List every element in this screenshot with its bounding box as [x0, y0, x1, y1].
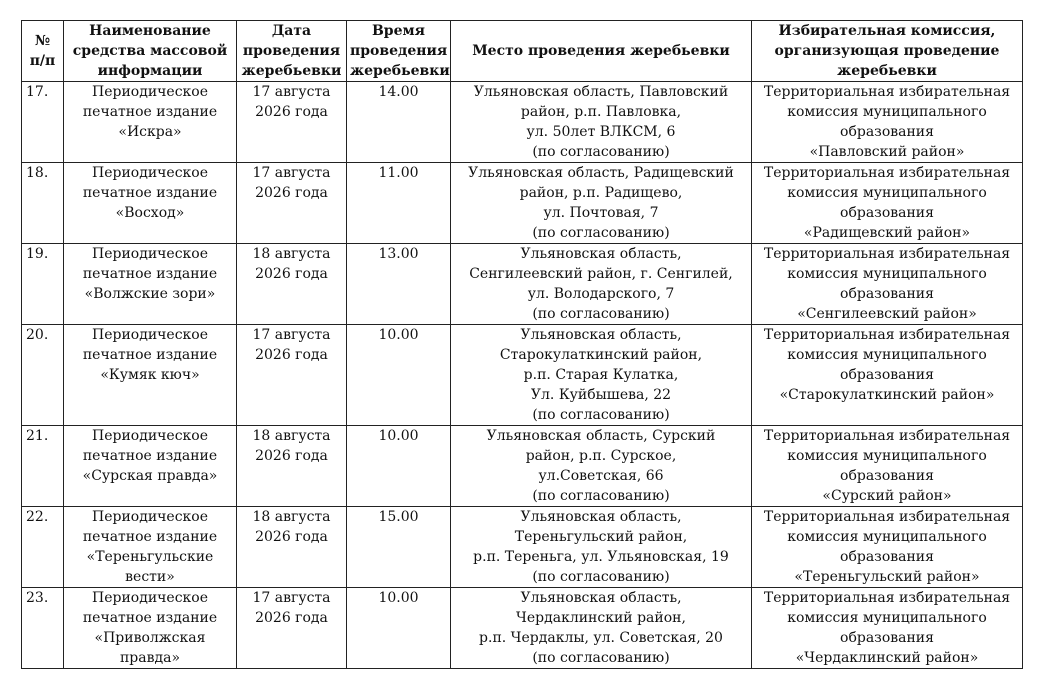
place-line: Ульяновская область, Сурский	[486, 428, 716, 444]
header-commission: Избирательная комиссия, организующая проведение жеребьевки	[752, 21, 1023, 82]
row-number	[22, 244, 64, 325]
draw-place-cell	[451, 163, 752, 244]
place-line: (по согласованию)	[532, 650, 670, 666]
place-line: Ульяновская область, Павловский	[473, 84, 729, 100]
place-line: (по согласованию)	[532, 488, 670, 504]
row-number-text: 18.	[26, 165, 49, 181]
commission-line: комиссия муниципального	[787, 448, 987, 464]
commission-line: образования	[840, 549, 934, 565]
table-row	[22, 588, 1023, 669]
name-line: Периодическое	[91, 165, 208, 181]
place-line: Ульяновская область, Радищевский	[468, 165, 734, 181]
header-num: № п/п	[22, 21, 64, 82]
commission-line: «Сенгилеевский район»	[797, 306, 977, 322]
commission-line: комиссия муниципального	[787, 610, 987, 626]
row-number-text: 20.	[26, 327, 49, 343]
media-name-cell	[64, 163, 237, 244]
row-number-text: 23.	[26, 590, 49, 606]
draw-time-cell	[347, 82, 451, 163]
commission-line: Территориальная избирательная	[763, 246, 1011, 262]
commission-line: «Радищевский район»	[803, 225, 971, 241]
date-line: 2026 года	[255, 448, 328, 464]
commission-cell	[752, 325, 1023, 426]
draw-date-cell	[237, 244, 347, 325]
time-text: 14.00	[378, 84, 419, 100]
commission-cell	[752, 426, 1023, 507]
row-number	[22, 163, 64, 244]
table-row	[22, 426, 1023, 507]
table-row	[22, 244, 1023, 325]
draw-place-cell	[451, 325, 752, 426]
name-line: печатное издание	[82, 104, 218, 120]
commission-line: комиссия муниципального	[787, 266, 987, 282]
date-line: 18 августа	[252, 428, 331, 444]
date-line: 2026 года	[255, 610, 328, 626]
media-name-cell	[64, 82, 237, 163]
place-line: р.п. Чердаклы, ул. Советская, 20	[479, 630, 723, 646]
row-number-text: 19.	[26, 246, 49, 262]
commission-cell	[752, 163, 1023, 244]
commission-line: Территориальная избирательная	[763, 84, 1011, 100]
name-line: «Тереньгульские	[86, 549, 214, 565]
place-line: район, р.п. Радищево,	[519, 185, 683, 201]
table-row	[22, 325, 1023, 426]
draw-place-cell	[451, 507, 752, 588]
commission-cell	[752, 82, 1023, 163]
commission-line: Территориальная избирательная	[763, 428, 1011, 444]
commission-cell	[752, 507, 1023, 588]
name-line: «Искра»	[118, 124, 182, 140]
commission-line: «Сурский район»	[822, 488, 952, 504]
time-text: 15.00	[378, 509, 419, 525]
name-line: правда»	[119, 650, 181, 666]
name-line: печатное издание	[82, 610, 218, 626]
row-number-text: 17.	[26, 84, 49, 100]
commission-line: образования	[840, 286, 934, 302]
date-line: 17 августа	[252, 327, 331, 343]
place-line: (по согласованию)	[532, 144, 670, 160]
date-line: 2026 года	[255, 529, 328, 545]
media-name-cell	[64, 588, 237, 669]
commission-line: Территориальная избирательная	[763, 509, 1011, 525]
commission-line: образования	[840, 367, 934, 383]
name-line: печатное издание	[82, 347, 218, 363]
time-text: 10.00	[378, 327, 419, 343]
name-line: Периодическое	[91, 509, 208, 525]
commission-line: образования	[840, 205, 934, 221]
commission-line: Территориальная избирательная	[763, 165, 1011, 181]
date-line: 18 августа	[252, 509, 331, 525]
draw-date-cell	[237, 82, 347, 163]
commission-line: образования	[840, 630, 934, 646]
row-number	[22, 325, 64, 426]
place-line: р.п. Тереньга, ул. Ульяновская, 19	[473, 549, 729, 565]
row-number-text: 21.	[26, 428, 49, 444]
header-media-name: Наименование средства массовой информации	[64, 21, 237, 82]
name-line: Периодическое	[91, 590, 208, 606]
row-number	[22, 588, 64, 669]
draw-time-cell	[347, 507, 451, 588]
place-line: Чердаклинский район,	[516, 610, 686, 626]
place-line: (по согласованию)	[532, 306, 670, 322]
draw-time-cell	[347, 325, 451, 426]
commission-line: Территориальная избирательная	[763, 590, 1011, 606]
media-name-cell	[64, 244, 237, 325]
commission-line: комиссия муниципального	[787, 347, 987, 363]
commission-line: «Старокулаткинский район»	[779, 387, 995, 403]
commission-line: комиссия муниципального	[787, 529, 987, 545]
place-line: Старокулаткинский район,	[499, 347, 703, 363]
draw-schedule-table	[21, 20, 1023, 669]
place-line: Ульяновская область,	[520, 327, 682, 343]
row-number	[22, 507, 64, 588]
name-line: Периодическое	[91, 246, 208, 262]
date-line: 2026 года	[255, 104, 328, 120]
name-line: «Восход»	[115, 205, 185, 221]
commission-line: «Чердаклинский район»	[795, 650, 979, 666]
time-text: 13.00	[378, 246, 419, 262]
draw-place-cell	[451, 588, 752, 669]
draw-time-cell	[347, 588, 451, 669]
commission-line: комиссия муниципального	[787, 185, 987, 201]
place-line: Ульяновская область,	[520, 246, 682, 262]
draw-place-cell	[451, 244, 752, 325]
place-line: район, р.п. Павловка,	[520, 104, 682, 120]
name-line: вести»	[125, 569, 175, 585]
draw-place-cell	[451, 82, 752, 163]
media-name-cell	[64, 325, 237, 426]
date-line: 2026 года	[255, 266, 328, 282]
name-line: Периодическое	[91, 428, 208, 444]
header-draw-date: Дата проведения жеребьевки	[237, 21, 347, 82]
header-draw-time: Время проведения жеребьевки	[347, 21, 451, 82]
commission-cell	[752, 244, 1023, 325]
draw-date-cell	[237, 325, 347, 426]
name-line: Периодическое	[91, 327, 208, 343]
date-line: 2026 года	[255, 347, 328, 363]
place-line: Ульяновская область,	[520, 590, 682, 606]
table-row	[22, 163, 1023, 244]
place-line: (по согласованию)	[532, 569, 670, 585]
row-number-text: 22.	[26, 509, 49, 525]
place-line: Ул. Куйбышева, 22	[530, 387, 672, 403]
place-line: (по согласованию)	[532, 225, 670, 241]
media-name-cell	[64, 426, 237, 507]
place-line: Тереньгульский район,	[514, 529, 688, 545]
name-line: печатное издание	[82, 529, 218, 545]
commission-line: образования	[840, 124, 934, 140]
name-line: печатное издание	[82, 185, 218, 201]
place-line: ул.Советская, 66	[538, 468, 664, 484]
draw-time-cell	[347, 244, 451, 325]
date-line: 17 августа	[252, 84, 331, 100]
date-line: 18 августа	[252, 246, 331, 262]
date-line: 17 августа	[252, 165, 331, 181]
draw-date-cell	[237, 426, 347, 507]
place-line: Ульяновская область,	[520, 509, 682, 525]
place-line: ул. 50лет ВЛКСМ, 6	[526, 124, 676, 140]
table-row	[22, 507, 1023, 588]
commission-line: образования	[840, 468, 934, 484]
place-line: (по согласованию)	[532, 407, 670, 423]
date-line: 2026 года	[255, 185, 328, 201]
draw-time-cell	[347, 426, 451, 507]
commission-line: «Тереньгульский район»	[794, 569, 980, 585]
place-line: район, р.п. Сурское,	[525, 448, 677, 464]
name-line: «Приволжская	[94, 630, 206, 646]
name-line: Периодическое	[91, 84, 208, 100]
row-number	[22, 426, 64, 507]
draw-date-cell	[237, 507, 347, 588]
name-line: печатное издание	[82, 266, 218, 282]
date-line: 17 августа	[252, 590, 331, 606]
time-text: 11.00	[378, 165, 419, 181]
name-line: «Кумяк кюч»	[100, 367, 200, 383]
row-number	[22, 82, 64, 163]
commission-line: комиссия муниципального	[787, 104, 987, 120]
place-line: Сенгилеевский район, г. Сенгилей,	[469, 266, 733, 282]
time-text: 10.00	[378, 428, 419, 444]
commission-cell	[752, 588, 1023, 669]
place-line: ул. Почтовая, 7	[543, 205, 659, 221]
table-row	[22, 82, 1023, 163]
header-row	[22, 21, 1023, 82]
time-text: 10.00	[378, 590, 419, 606]
commission-line: Территориальная избирательная	[763, 327, 1011, 343]
draw-date-cell	[237, 163, 347, 244]
header-draw-place: Место проведения жеребьевки	[451, 21, 752, 82]
name-line: «Волжские зори»	[84, 286, 216, 302]
place-line: р.п. Старая Кулатка,	[523, 367, 679, 383]
draw-time-cell	[347, 163, 451, 244]
name-line: «Сурская правда»	[82, 468, 218, 484]
media-name-cell	[64, 507, 237, 588]
name-line: печатное издание	[82, 448, 218, 464]
draw-place-cell	[451, 426, 752, 507]
commission-line: «Павловский район»	[809, 144, 965, 160]
draw-date-cell	[237, 588, 347, 669]
place-line: ул. Володарского, 7	[527, 286, 675, 302]
